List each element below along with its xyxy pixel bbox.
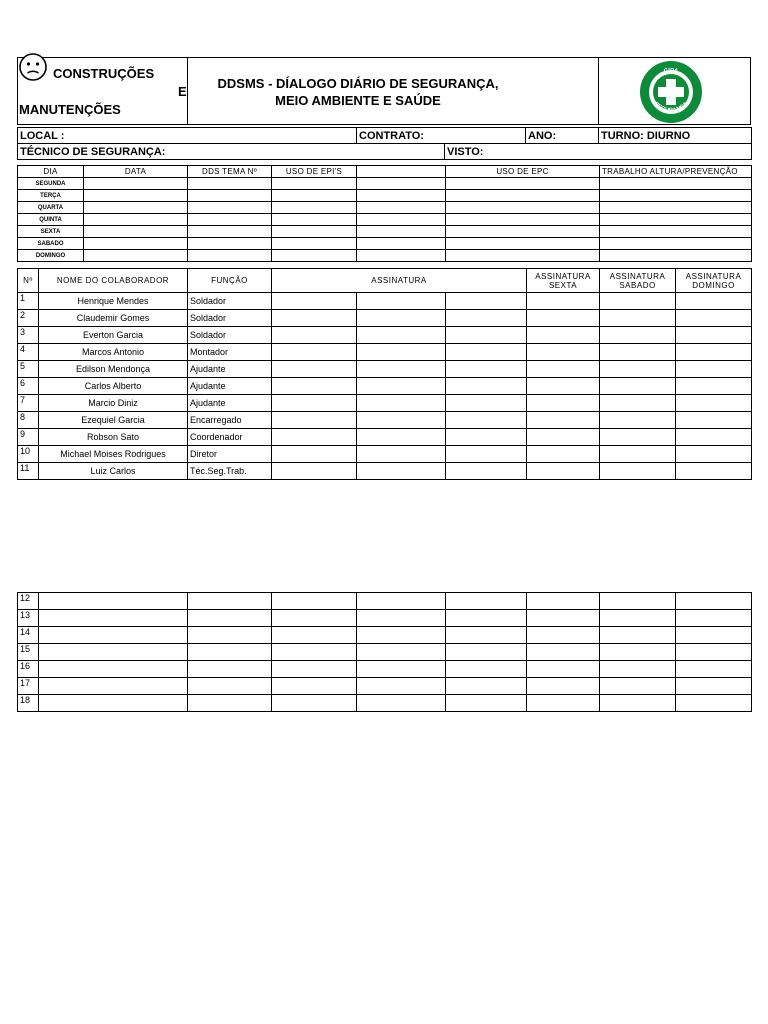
- collaborator-function: Ajudante: [188, 378, 272, 395]
- signature-cell[interactable]: [446, 361, 527, 378]
- day-row: [18, 214, 752, 226]
- day-label: QUARTA: [18, 202, 84, 214]
- empty-cell[interactable]: [188, 610, 272, 627]
- day-cell[interactable]: [357, 226, 446, 238]
- signature-cell[interactable]: [527, 361, 600, 378]
- empty-cell[interactable]: [676, 661, 752, 678]
- collaborator-name: Robson Sato: [39, 429, 188, 446]
- col-data: DATA: [84, 166, 188, 178]
- signature-cell[interactable]: [676, 361, 752, 378]
- signature-cell[interactable]: [446, 463, 527, 480]
- empty-cell[interactable]: [357, 644, 446, 661]
- col-sign-sat: ASSINATURA SABADO: [600, 269, 676, 293]
- signature-cell[interactable]: [272, 395, 357, 412]
- collaborator-name: Henrique Mendes: [39, 293, 188, 310]
- table-row: [18, 661, 752, 678]
- empty-cell[interactable]: [188, 593, 272, 610]
- signature-cell[interactable]: [272, 429, 357, 446]
- signature-cell[interactable]: [600, 429, 676, 446]
- col-num: Nº: [18, 269, 39, 293]
- empty-cell[interactable]: [39, 695, 188, 712]
- signature-cell[interactable]: [357, 378, 446, 395]
- empty-cell[interactable]: [600, 678, 676, 695]
- empty-cell[interactable]: [188, 627, 272, 644]
- day-cell[interactable]: [446, 214, 600, 226]
- row-number: 1: [18, 293, 39, 310]
- row-number: 13: [18, 610, 39, 627]
- cipa-bottom-text: SEGURANÇA: [652, 101, 690, 115]
- empty-cell[interactable]: [357, 610, 446, 627]
- daily-topics-table: [17, 165, 752, 262]
- form-title-line2: MEIO AMBIENTE E SAÚDE: [275, 93, 441, 108]
- row-number: 16: [18, 661, 39, 678]
- signature-cell[interactable]: [676, 378, 752, 395]
- day-cell[interactable]: [84, 214, 188, 226]
- collaborator-name: Marcio Diniz: [39, 395, 188, 412]
- day-cell[interactable]: [357, 214, 446, 226]
- day-row: [18, 190, 752, 202]
- empty-cell[interactable]: [39, 661, 188, 678]
- row-number: 18: [18, 695, 39, 712]
- empty-cell[interactable]: [676, 610, 752, 627]
- empty-cell[interactable]: [39, 610, 188, 627]
- col-blank: [357, 166, 446, 178]
- cipa-safety-cross-icon: [639, 60, 703, 124]
- collaborator-name: Ezequiel Garcia: [39, 412, 188, 429]
- signature-cell[interactable]: [600, 412, 676, 429]
- signature-cell[interactable]: [600, 463, 676, 480]
- signature-cell[interactable]: [357, 429, 446, 446]
- signature-cell[interactable]: [527, 429, 600, 446]
- day-cell[interactable]: [188, 226, 272, 238]
- empty-cell[interactable]: [600, 644, 676, 661]
- empty-cell[interactable]: [527, 661, 600, 678]
- day-cell[interactable]: [188, 250, 272, 262]
- day-cell[interactable]: [357, 238, 446, 250]
- empty-cell[interactable]: [357, 593, 446, 610]
- collaborator-name: Edilson Mendonça: [39, 361, 188, 378]
- signature-cell[interactable]: [676, 429, 752, 446]
- table-row: [18, 293, 752, 310]
- day-cell[interactable]: [600, 250, 752, 262]
- row-number: 6: [18, 378, 39, 395]
- day-cell[interactable]: [188, 214, 272, 226]
- empty-cell[interactable]: [676, 593, 752, 610]
- day-cell[interactable]: [84, 238, 188, 250]
- empty-cell[interactable]: [446, 644, 527, 661]
- day-cell[interactable]: [272, 178, 357, 190]
- form-title-line1: DDSMS - DÍALOGO DIÁRIO DE SEGURANÇA,: [217, 76, 499, 91]
- signature-cell[interactable]: [527, 310, 600, 327]
- empty-cell[interactable]: [676, 644, 752, 661]
- signature-cell[interactable]: [272, 344, 357, 361]
- company-name-line1: CONSTRUÇÕES: [53, 66, 155, 81]
- empty-cell[interactable]: [357, 678, 446, 695]
- day-row: [18, 202, 752, 214]
- empty-cell[interactable]: [357, 627, 446, 644]
- collaborator-function: Soldador: [188, 310, 272, 327]
- empty-cell[interactable]: [39, 644, 188, 661]
- col-trabalho-altura: TRABALHO ALTURA/PREVENÇÃO: [600, 166, 752, 178]
- empty-cell[interactable]: [446, 661, 527, 678]
- table-row: [18, 378, 752, 395]
- row-number: 15: [18, 644, 39, 661]
- table-row: [18, 446, 752, 463]
- day-cell[interactable]: [446, 226, 600, 238]
- day-cell[interactable]: [188, 202, 272, 214]
- empty-cell[interactable]: [676, 678, 752, 695]
- row-number: 10: [18, 446, 39, 463]
- cipa-logo-box: [599, 58, 749, 124]
- collaborator-function: Téc.Seg.Trab.: [188, 463, 272, 480]
- table-row: [18, 644, 752, 661]
- col-name: NOME DO COLABORADOR: [39, 269, 188, 293]
- table-row: [18, 593, 752, 610]
- company-name-line2: MANUTENÇÕES: [19, 102, 121, 117]
- signature-cell[interactable]: [527, 395, 600, 412]
- form-title-box: [188, 58, 599, 124]
- row-number: 2: [18, 310, 39, 327]
- table-row: [18, 327, 752, 344]
- signature-cell[interactable]: [600, 378, 676, 395]
- signature-cell[interactable]: [272, 446, 357, 463]
- form-header: [17, 57, 751, 125]
- empty-cell[interactable]: [600, 661, 676, 678]
- signature-cell[interactable]: [446, 310, 527, 327]
- empty-cell[interactable]: [272, 593, 357, 610]
- day-cell[interactable]: [84, 178, 188, 190]
- day-cell[interactable]: [188, 238, 272, 250]
- collaborator-name: Carlos Alberto: [39, 378, 188, 395]
- row-number: 11: [18, 463, 39, 480]
- empty-cell[interactable]: [272, 644, 357, 661]
- empty-cell[interactable]: [527, 695, 600, 712]
- empty-cell[interactable]: [676, 695, 752, 712]
- signature-cell[interactable]: [272, 293, 357, 310]
- row-number: 5: [18, 361, 39, 378]
- table-row: [18, 678, 752, 695]
- empty-cell[interactable]: [188, 678, 272, 695]
- day-cell[interactable]: [357, 178, 446, 190]
- ano-field[interactable]: ANO:: [526, 128, 599, 144]
- day-cell[interactable]: [357, 202, 446, 214]
- empty-cell[interactable]: [446, 695, 527, 712]
- signature-cell[interactable]: [272, 310, 357, 327]
- empty-cell[interactable]: [446, 678, 527, 695]
- day-cell[interactable]: [84, 226, 188, 238]
- signature-cell[interactable]: [272, 327, 357, 344]
- roster-header-row: [18, 269, 752, 293]
- day-cell[interactable]: [600, 178, 752, 190]
- table-row: [18, 429, 752, 446]
- signature-cell[interactable]: [676, 412, 752, 429]
- collaborator-function: Soldador: [188, 327, 272, 344]
- signature-cell[interactable]: [357, 293, 446, 310]
- local-field[interactable]: LOCAL :: [18, 128, 357, 144]
- collaborator-function: Coordenador: [188, 429, 272, 446]
- signature-cell[interactable]: [676, 293, 752, 310]
- row-number: 4: [18, 344, 39, 361]
- signature-cell[interactable]: [272, 378, 357, 395]
- empty-cell[interactable]: [527, 678, 600, 695]
- visto-field[interactable]: VISTO:: [445, 144, 752, 160]
- signature-cell[interactable]: [600, 361, 676, 378]
- day-label: TERÇA: [18, 190, 84, 202]
- empty-cell[interactable]: [272, 678, 357, 695]
- signature-cell[interactable]: [357, 412, 446, 429]
- day-row: [18, 250, 752, 262]
- signature-cell[interactable]: [527, 344, 600, 361]
- signature-cell[interactable]: [676, 463, 752, 480]
- signature-cell[interactable]: [527, 293, 600, 310]
- signature-cell[interactable]: [600, 344, 676, 361]
- signature-cell[interactable]: [676, 446, 752, 463]
- collaborator-function: Soldador: [188, 293, 272, 310]
- day-row: [18, 178, 752, 190]
- empty-cell[interactable]: [446, 610, 527, 627]
- empty-cell[interactable]: [272, 695, 357, 712]
- collaborator-function: Ajudante: [188, 361, 272, 378]
- row-number: 17: [18, 678, 39, 695]
- day-label: SEXTA: [18, 226, 84, 238]
- empty-cell[interactable]: [272, 627, 357, 644]
- signature-cell[interactable]: [446, 293, 527, 310]
- table-row: [18, 310, 752, 327]
- empty-cell[interactable]: [600, 610, 676, 627]
- roster-table: [17, 268, 752, 480]
- day-cell[interactable]: [84, 250, 188, 262]
- empty-cell[interactable]: [600, 627, 676, 644]
- empty-cell[interactable]: [357, 661, 446, 678]
- days-header-row: [18, 166, 752, 178]
- signature-cell[interactable]: [676, 310, 752, 327]
- signature-cell[interactable]: [676, 327, 752, 344]
- row-number: 14: [18, 627, 39, 644]
- collaborator-function: Montador: [188, 344, 272, 361]
- day-cell[interactable]: [600, 238, 752, 250]
- row-number: 3: [18, 327, 39, 344]
- empty-cell[interactable]: [272, 610, 357, 627]
- day-label: DOMINGO: [18, 250, 84, 262]
- signature-cell[interactable]: [357, 463, 446, 480]
- row-number: 12: [18, 593, 39, 610]
- day-cell[interactable]: [272, 238, 357, 250]
- empty-cell[interactable]: [600, 593, 676, 610]
- signature-cell[interactable]: [357, 361, 446, 378]
- signature-cell[interactable]: [272, 412, 357, 429]
- row-number: 8: [18, 412, 39, 429]
- day-row: [18, 238, 752, 250]
- signature-cell[interactable]: [357, 310, 446, 327]
- day-cell[interactable]: [272, 202, 357, 214]
- collaborator-name: Marcos Antonio: [39, 344, 188, 361]
- table-row: [18, 395, 752, 412]
- signature-cell[interactable]: [600, 310, 676, 327]
- collaborator-name: Claudemir Gomes: [39, 310, 188, 327]
- signature-cell[interactable]: [527, 378, 600, 395]
- row-number: 7: [18, 395, 39, 412]
- day-cell[interactable]: [600, 214, 752, 226]
- signature-cell[interactable]: [527, 446, 600, 463]
- empty-cell[interactable]: [272, 661, 357, 678]
- col-sign: ASSINATURA: [272, 269, 527, 293]
- signature-cell[interactable]: [600, 446, 676, 463]
- col-uso-epi: USO DE EPI'S: [272, 166, 357, 178]
- collaborator-function: Encarregado: [188, 412, 272, 429]
- empty-cell[interactable]: [39, 593, 188, 610]
- col-dia: DIA: [18, 166, 84, 178]
- signature-cell[interactable]: [600, 395, 676, 412]
- empty-cell[interactable]: [676, 627, 752, 644]
- col-sign-sun: ASSINATURA DOMINGO: [676, 269, 752, 293]
- empty-cell[interactable]: [446, 627, 527, 644]
- table-row: [18, 610, 752, 627]
- extra-roster-table: [17, 592, 752, 712]
- empty-cell[interactable]: [527, 593, 600, 610]
- day-cell[interactable]: [600, 226, 752, 238]
- table-row: [18, 344, 752, 361]
- signature-cell[interactable]: [446, 327, 527, 344]
- day-cell[interactable]: [446, 202, 600, 214]
- table-row: [18, 695, 752, 712]
- day-cell[interactable]: [84, 202, 188, 214]
- signature-cell[interactable]: [446, 344, 527, 361]
- signature-cell[interactable]: [272, 463, 357, 480]
- empty-cell[interactable]: [446, 593, 527, 610]
- empty-cell[interactable]: [527, 610, 600, 627]
- day-cell[interactable]: [84, 190, 188, 202]
- day-cell[interactable]: [357, 250, 446, 262]
- col-func: FUNÇÃO: [188, 269, 272, 293]
- col-dds-tema: DDS TEMA Nº: [188, 166, 272, 178]
- empty-cell[interactable]: [527, 627, 600, 644]
- day-cell[interactable]: [600, 202, 752, 214]
- signature-cell[interactable]: [446, 429, 527, 446]
- turno-field[interactable]: TURNO: DIURNO: [599, 128, 752, 144]
- company-logo-box: [18, 58, 188, 124]
- signature-cell[interactable]: [600, 327, 676, 344]
- signature-cell[interactable]: [527, 327, 600, 344]
- row-number: 9: [18, 429, 39, 446]
- sad-face-icon: [18, 52, 48, 82]
- signature-cell[interactable]: [357, 446, 446, 463]
- signature-cell[interactable]: [676, 395, 752, 412]
- tecnico-field[interactable]: TÉCNICO DE SEGURANÇA:: [18, 144, 445, 160]
- signature-cell[interactable]: [527, 463, 600, 480]
- signature-cell[interactable]: [676, 344, 752, 361]
- empty-cell[interactable]: [39, 627, 188, 644]
- day-cell[interactable]: [446, 190, 600, 202]
- collaborator-function: Ajudante: [188, 395, 272, 412]
- day-label: SEGUNDA: [18, 178, 84, 190]
- table-row: [18, 627, 752, 644]
- cipa-top-text: CIPA: [663, 67, 679, 76]
- table-row: [18, 361, 752, 378]
- empty-cell[interactable]: [188, 661, 272, 678]
- day-cell[interactable]: [188, 178, 272, 190]
- day-cell[interactable]: [272, 226, 357, 238]
- table-row: [18, 463, 752, 480]
- col-uso-epc: USO DE EPC: [446, 166, 600, 178]
- collaborator-function: Diretor: [188, 446, 272, 463]
- empty-cell[interactable]: [188, 695, 272, 712]
- signature-cell[interactable]: [357, 395, 446, 412]
- signature-cell[interactable]: [357, 327, 446, 344]
- collaborator-name: Everton Garcia: [39, 327, 188, 344]
- day-label: QUINTA: [18, 214, 84, 226]
- empty-cell[interactable]: [527, 644, 600, 661]
- empty-cell[interactable]: [600, 695, 676, 712]
- signature-cell[interactable]: [527, 412, 600, 429]
- signature-cell[interactable]: [600, 293, 676, 310]
- empty-cell[interactable]: [39, 678, 188, 695]
- signature-cell[interactable]: [357, 344, 446, 361]
- signature-cell[interactable]: [446, 412, 527, 429]
- empty-cell[interactable]: [357, 695, 446, 712]
- col-sign-fri: ASSINATURA SEXTA: [527, 269, 600, 293]
- signature-cell[interactable]: [446, 446, 527, 463]
- day-cell[interactable]: [446, 178, 600, 190]
- day-label: SABADO: [18, 238, 84, 250]
- day-cell[interactable]: [272, 250, 357, 262]
- day-cell[interactable]: [357, 190, 446, 202]
- day-cell[interactable]: [272, 190, 357, 202]
- signature-cell[interactable]: [446, 378, 527, 395]
- signature-cell[interactable]: [446, 395, 527, 412]
- collaborator-name: Luiz Carlos: [39, 463, 188, 480]
- day-row: [18, 226, 752, 238]
- company-name-e: E: [178, 84, 187, 99]
- day-cell[interactable]: [188, 190, 272, 202]
- day-cell[interactable]: [446, 250, 600, 262]
- signature-cell[interactable]: [272, 361, 357, 378]
- collaborator-name: Michael Moises Rodrigues: [39, 446, 188, 463]
- empty-cell[interactable]: [188, 644, 272, 661]
- contrato-field[interactable]: CONTRATO:: [357, 128, 526, 144]
- day-cell[interactable]: [446, 238, 600, 250]
- day-cell[interactable]: [600, 190, 752, 202]
- day-cell[interactable]: [272, 214, 357, 226]
- table-row: [18, 412, 752, 429]
- info-table: [17, 127, 752, 160]
